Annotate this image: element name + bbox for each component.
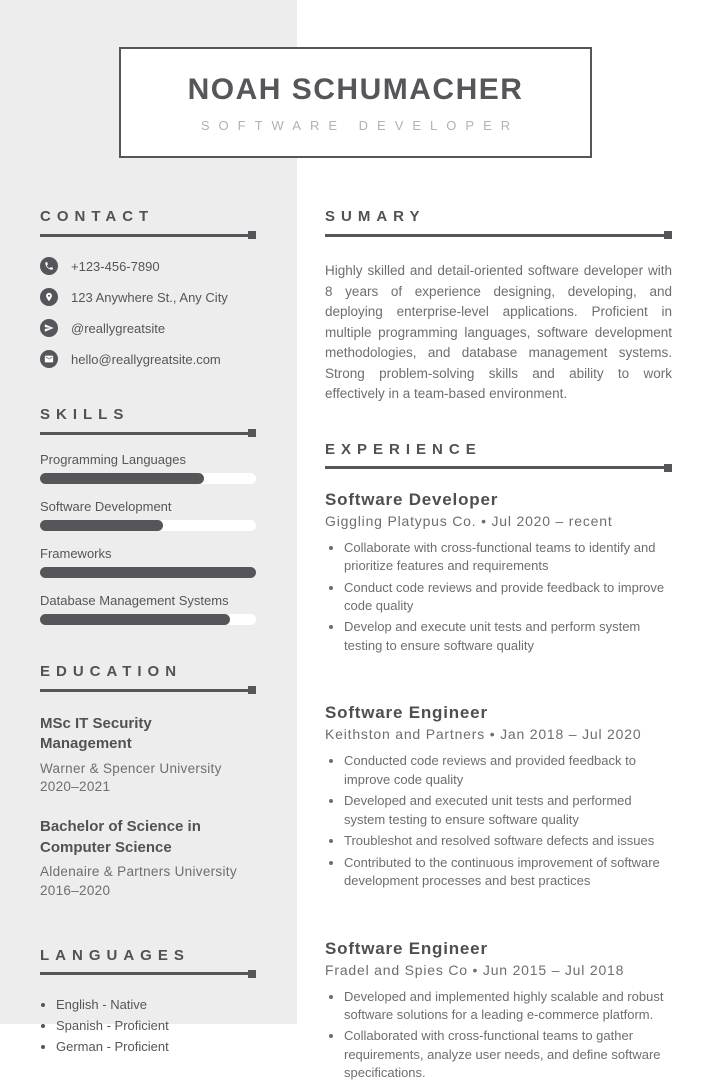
skill-item bbox=[40, 499, 256, 531]
job-company-dates: Keithston and Partners • Jan 2018 – Jul 2020 bbox=[325, 726, 642, 743]
contact-row-address bbox=[40, 288, 256, 306]
skill-label: Programming Languages bbox=[40, 452, 186, 467]
skill-bar bbox=[40, 614, 256, 625]
heading-rule bbox=[325, 231, 672, 239]
job-bullet-list bbox=[325, 752, 672, 890]
education-item bbox=[40, 817, 256, 900]
header-box bbox=[119, 47, 592, 158]
job-bullet-list bbox=[325, 988, 672, 1083]
skill-label: Software Development bbox=[40, 499, 172, 514]
skill-bar-fill bbox=[40, 614, 230, 625]
person-name: NOAH SCHUMACHER bbox=[187, 72, 524, 106]
degree-name: MSc IT Security Management bbox=[40, 715, 152, 753]
job-bullet: • Collaborated with cross-functional teams to gather requirements, analyze user needs, and define software specifications. bbox=[344, 1027, 672, 1082]
contact-row-social bbox=[40, 319, 256, 337]
skill-item bbox=[40, 546, 256, 578]
job-title: Software Engineer bbox=[325, 703, 488, 723]
school-name: Warner & Spencer University bbox=[40, 760, 222, 776]
skill-bar-fill bbox=[40, 567, 256, 578]
job-company-dates: Fradel and Spies Co • Jun 2015 – Jul 2018 bbox=[325, 961, 625, 978]
education-section bbox=[40, 663, 256, 901]
school-name: Aldenaire & Partners University bbox=[40, 863, 237, 879]
contact-heading: CONTACT bbox=[40, 208, 155, 225]
job-entry bbox=[325, 939, 672, 1083]
skill-item bbox=[40, 452, 256, 484]
education-years: 2020–2021 bbox=[40, 779, 111, 795]
contact-section bbox=[40, 208, 256, 368]
contact-address: 123 Anywhere St., Any City bbox=[71, 289, 228, 305]
language-item: • German - Proficient bbox=[56, 1036, 256, 1057]
contact-list bbox=[40, 257, 256, 368]
education-item bbox=[40, 714, 256, 797]
person-job-title: SOFTWARE DEVELOPER bbox=[200, 117, 520, 133]
language-item: • English - Native bbox=[56, 994, 256, 1015]
main-column bbox=[325, 208, 672, 1086]
email-icon bbox=[40, 350, 58, 368]
heading-rule bbox=[40, 686, 256, 694]
summary-section bbox=[325, 208, 672, 405]
job-bullet: • Troubleshot and resolved software defects and issues bbox=[344, 832, 672, 850]
job-title: Software Developer bbox=[325, 489, 499, 509]
contact-social: @reallygreatsite bbox=[71, 320, 166, 336]
skill-bar-fill bbox=[40, 473, 204, 484]
languages-list bbox=[40, 994, 256, 1058]
languages-heading: LANGUAGES bbox=[40, 946, 190, 964]
skill-label: Database Management Systems bbox=[40, 593, 229, 608]
heading-rule bbox=[325, 464, 672, 472]
experience-section bbox=[325, 441, 672, 1083]
job-entry bbox=[325, 703, 672, 890]
language-item: • Spanish - Proficient bbox=[56, 1015, 256, 1036]
education-heading: EDUCATION bbox=[40, 663, 183, 680]
degree-name: Bachelor of Science in Computer Science bbox=[40, 818, 201, 856]
heading-rule bbox=[40, 429, 256, 437]
languages-section bbox=[40, 947, 256, 1058]
job-title: Software Engineer bbox=[325, 938, 488, 958]
heading-rule bbox=[40, 231, 256, 239]
skill-bar bbox=[40, 473, 256, 484]
job-bullet-list bbox=[325, 539, 672, 656]
job-bullet: • Developed and executed unit tests and performed system testing to ensure software quality bbox=[344, 792, 672, 829]
skill-bar-fill bbox=[40, 520, 163, 531]
skill-bar bbox=[40, 520, 256, 531]
summary-text: Highly skilled and detail-oriented software developer with 8 years of experience designing, developing, and deploying enterprise-level applications. Proficient in multiple programming languages, software development methodologies, and database management systems. Strong problem-solving skills and ability to work effectively in a team-based environment. bbox=[325, 263, 672, 402]
skill-label: Frameworks bbox=[40, 546, 112, 561]
experience-heading: EXPERIENCE bbox=[325, 440, 482, 458]
skills-heading: SKILLS bbox=[40, 406, 130, 423]
contact-row-phone bbox=[40, 257, 256, 275]
location-icon bbox=[40, 288, 58, 306]
phone-icon bbox=[40, 257, 58, 275]
skill-bar bbox=[40, 567, 256, 578]
job-bullet: • Develop and execute unit tests and perform system testing to ensure software quality bbox=[344, 618, 672, 655]
job-company-dates: Giggling Platypus Co. • Jul 2020 – recent bbox=[325, 512, 613, 529]
contact-email: hello@reallygreatsite.com bbox=[71, 351, 221, 367]
contact-row-email bbox=[40, 350, 256, 368]
skill-item bbox=[40, 593, 256, 625]
skills-section bbox=[40, 406, 256, 625]
contact-phone: +123-456-7890 bbox=[71, 258, 160, 274]
job-bullet: • Developed and implemented highly scalable and robust software solutions for a leading e-commerce platform. bbox=[344, 988, 672, 1025]
job-bullet: • Conducted code reviews and provided feedback to improve code quality bbox=[344, 752, 672, 789]
job-bullet: • Contributed to the continuous improvement of software development processes and best practices bbox=[344, 854, 672, 891]
summary-heading: SUMARY bbox=[325, 208, 426, 225]
education-years: 2016–2020 bbox=[40, 882, 111, 898]
heading-rule bbox=[40, 970, 256, 978]
job-entry bbox=[325, 490, 672, 656]
sidebar-column bbox=[40, 208, 256, 1058]
job-bullet: • Conduct code reviews and provide feedback to improve code quality bbox=[344, 579, 672, 616]
send-icon bbox=[40, 319, 58, 337]
job-bullet: • Collaborate with cross-functional teams to identify and prioritize features and requirements bbox=[344, 539, 672, 576]
